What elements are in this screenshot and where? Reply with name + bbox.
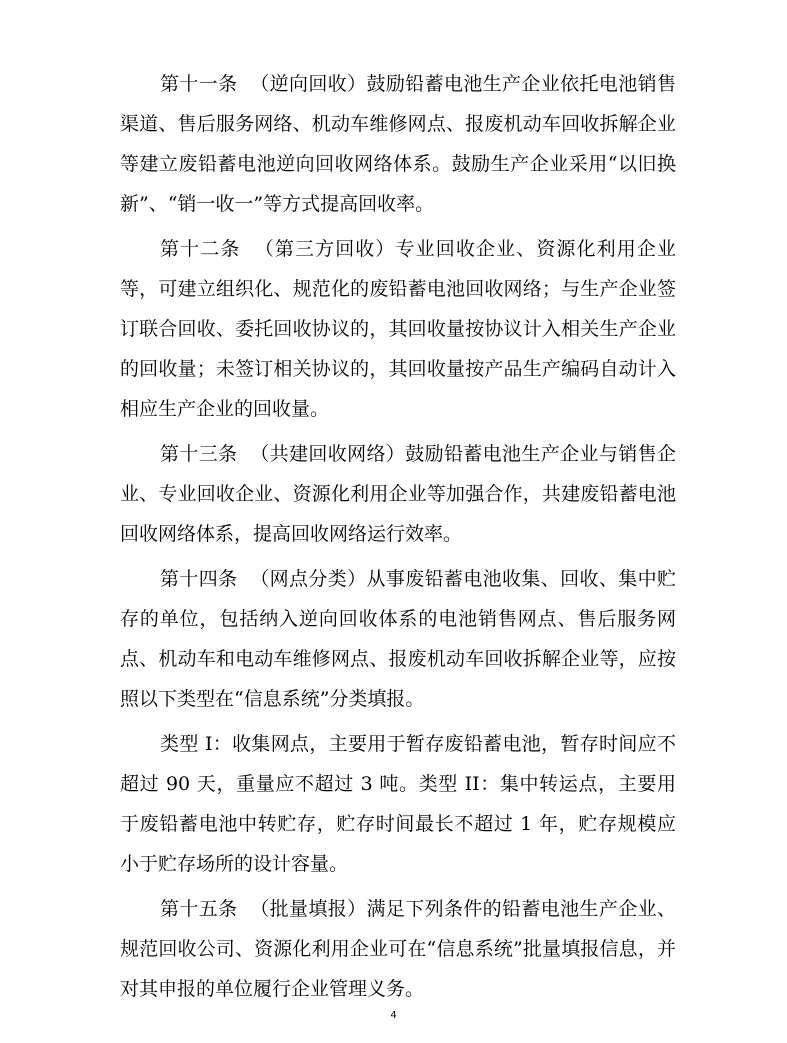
site-type-paragraph: 类型 I：收集网点，主要用于暂存废铅蓄电池，暂存时间应不超过 90 天，重量应不超过 3 吨。类型 II：集中转运点，主要用于废铅蓄电池中转贮存，贮存时间最长不超过 1 年，贮存规模应小于贮存场所的设计容量。 [120, 733, 676, 875]
article-12-paragraph: 第十二条 （第三方回收）专业回收企业、资源化利用企业等，可建立组织化、规范化的废铅蓄电池回收网络；与生产企业签订联合回收、委托回收协议的，其回收量按协议计入相关生产企业的回收量；未签订相关协议的，其回收量按产品生产编码自动计入相应生产企业的回收量。 [120, 238, 676, 420]
article-14-paragraph: 第十四条 （网点分类）从事废铅蓄电池收集、回收、集中贮存的单位，包括纳入逆向回收体系的电池销售网点、售后服务网点、机动车和电动车维修网点、报废机动车回收拆解企业等，应按照以下类型在“信息系统”分类填报。 [120, 568, 676, 710]
page-number: 4 [390, 1010, 397, 1021]
document-body [120, 64, 676, 1014]
article-15-paragraph: 第十五条 （批量填报）满足下列条件的铅蓄电池生产企业、规范回收公司、资源化利用企业可在“信息系统”批量填报信息，并对其申报的单位履行企业管理义务。 [120, 898, 676, 1000]
article-13-paragraph: 第十三条 （共建回收网络）鼓励铅蓄电池生产企业与销售企业、专业回收企业、资源化利用企业等加强合作，共建废铅蓄电池回收网络体系，提高回收网络运行效率。 [120, 443, 676, 545]
article-11-paragraph: 第十一条 （逆向回收）鼓励铅蓄电池生产企业依托电池销售渠道、售后服务网络、机动车维修网点、报废机动车回收拆解企业等建立废铅蓄电池逆向回收网络体系。鼓励生产企业采用“以旧换新”、“销一收一”等方式提高回收率。 [120, 73, 676, 215]
